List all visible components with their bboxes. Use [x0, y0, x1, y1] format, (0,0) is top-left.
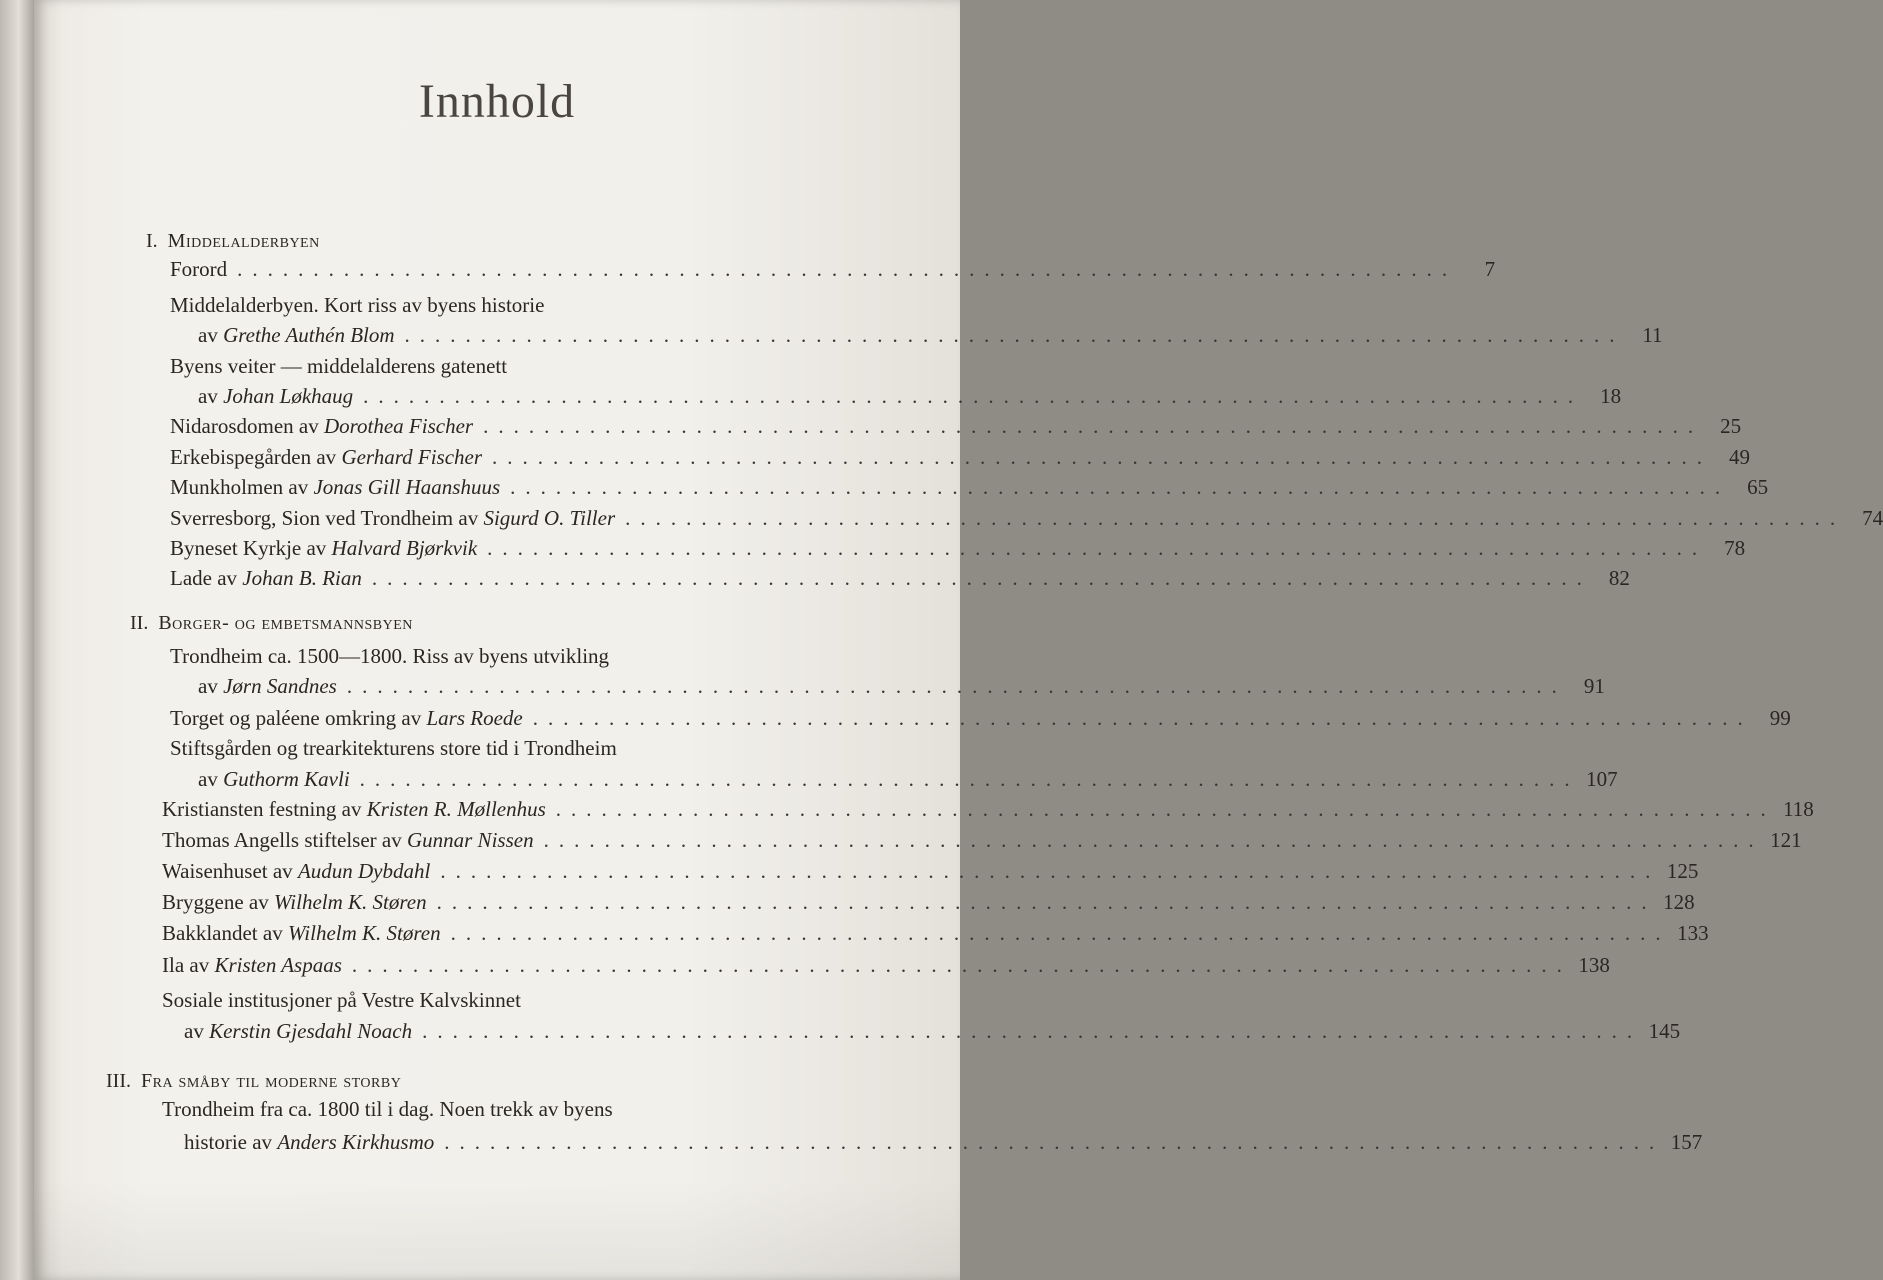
- entry-title: [170, 254, 227, 284]
- entry-author: Guthorm Kavli: [223, 767, 350, 791]
- dot-leader: ................................................................................: [625, 506, 1846, 530]
- toc-entry: [170, 411, 1742, 441]
- page-number: 133: [1677, 921, 1709, 945]
- entry-author: Lars Roede: [426, 706, 523, 730]
- toc-entry: [170, 533, 1746, 563]
- section-title: Borger- og embetsmannsbyen: [158, 612, 413, 634]
- entry-title: [170, 442, 482, 472]
- entry-text: Stiftsgården og trearkitekturens store tid i Trondheim: [170, 736, 617, 760]
- entry-text: Middelalderbyen. Kort riss av byens historie: [170, 293, 545, 317]
- entry-author: Kerstin Gjesdahl Noach: [209, 1019, 413, 1043]
- page-number: 18: [1600, 384, 1622, 408]
- toc-entry: [162, 1094, 796, 1124]
- dot-leader: ................................................................................: [444, 1130, 1665, 1154]
- entry-text: av: [198, 323, 224, 347]
- section-heading: [146, 226, 320, 256]
- entry-title: [170, 293, 544, 317]
- dot-leader: ................................................................................: [510, 475, 1731, 499]
- entry-author: Wilhelm K. Støren: [287, 921, 441, 945]
- dot-leader: ................................................................................: [346, 674, 1567, 698]
- section-numeral: II.: [130, 612, 149, 634]
- toc-entry: [170, 563, 1630, 593]
- toc-entry: [170, 290, 796, 320]
- entry-title: [198, 381, 353, 411]
- entry-title: [170, 411, 473, 441]
- page-number: 107: [1586, 767, 1618, 791]
- dot-leader: ................................................................................: [483, 414, 1704, 438]
- entry-text: Munkholmen av: [170, 475, 314, 499]
- dot-leader: ................................................................................: [492, 445, 1713, 469]
- entry-author: Halvard Bjørkvik: [331, 536, 478, 560]
- page-number: 11: [1642, 323, 1663, 347]
- entry-text: Erkebispegården av: [170, 445, 342, 469]
- page-number: 91: [1583, 674, 1605, 698]
- entry-author: Jørn Sandnes: [223, 674, 337, 698]
- toc-entry: [162, 950, 1610, 980]
- toc-entry: [198, 671, 1605, 701]
- section-title: Fra småby til moderne storby: [140, 1070, 402, 1092]
- entry-author: Anders Kirkhusmo: [277, 1130, 435, 1154]
- entry-title: [162, 988, 521, 1012]
- book-spine: [0, 0, 34, 1280]
- page-number: 65: [1747, 475, 1769, 499]
- entry-title: [162, 950, 342, 980]
- entry-text: Thomas Angells stiftelser av: [162, 828, 407, 852]
- toc-entry: [184, 1016, 1681, 1046]
- entry-title: [170, 472, 500, 502]
- entry-title: [162, 856, 430, 886]
- entry-text: Byens veiter — middelalderens gatenett: [170, 354, 508, 378]
- entry-title: [162, 794, 546, 824]
- entry-text: historie av: [184, 1130, 278, 1154]
- entry-text: Sverresborg, Sion ved Trondheim av: [170, 506, 484, 530]
- entry-title: [184, 1016, 412, 1046]
- toc-entry: [162, 985, 796, 1015]
- page-number: 49: [1729, 445, 1751, 469]
- entry-title: [170, 533, 477, 563]
- entry-text: Bryggene av: [162, 890, 274, 914]
- dot-leader: ................................................................................: [487, 536, 1708, 560]
- entry-author: Gerhard Fischer: [341, 445, 483, 469]
- page-number: 82: [1608, 566, 1630, 590]
- entry-title: [170, 703, 523, 733]
- entry-title: [170, 736, 617, 760]
- entry-author: Audun Dybdahl: [297, 859, 431, 883]
- dot-leader: ................................................................................: [532, 706, 1753, 730]
- entry-text: Forord: [170, 257, 228, 281]
- toc-entry: [170, 442, 1751, 472]
- section-numeral: I.: [146, 230, 158, 252]
- toc-entry: [162, 794, 1814, 824]
- toc-entry: [170, 641, 796, 671]
- entry-title: [198, 764, 350, 794]
- entry-text: Kristiansten festning av: [162, 797, 367, 821]
- page-number: 125: [1666, 859, 1699, 883]
- dot-leader: ................................................................................: [440, 859, 1661, 883]
- dot-leader: ................................................................................: [371, 566, 1592, 590]
- entry-text: Ila av: [162, 953, 215, 977]
- entry-author: Kristen Aspaas: [214, 953, 342, 977]
- entry-title: [162, 887, 427, 917]
- dot-leader: ................................................................................: [351, 953, 1572, 977]
- entry-title: [170, 644, 609, 668]
- entry-title: [198, 320, 395, 350]
- dot-leader: ................................................................................: [359, 767, 1580, 791]
- entry-text: Bakklandet av: [162, 921, 288, 945]
- entry-text: Nidarosdomen av: [170, 414, 324, 438]
- page-number: 99: [1769, 706, 1791, 730]
- entry-text: Trondheim fra ca. 1800 til i dag. Noen trekk av byens: [162, 1097, 613, 1121]
- toc-entry: [198, 764, 1618, 794]
- entry-text: av: [198, 384, 224, 408]
- entry-author: Gunnar Nissen: [406, 828, 534, 852]
- entry-title: [170, 563, 362, 593]
- page-number: 78: [1724, 536, 1746, 560]
- toc-entry: [198, 320, 1663, 350]
- entry-text: Waisenhuset av: [162, 859, 298, 883]
- entry-text: Sosiale institusjoner på Vestre Kalvskinnet: [162, 988, 521, 1012]
- toc-entry: [162, 887, 1695, 917]
- page-number: 121: [1770, 828, 1802, 852]
- book-page: [34, 0, 1883, 1280]
- toc-entry: [162, 825, 1802, 855]
- page-number: 118: [1783, 797, 1814, 821]
- page-number: 157: [1670, 1130, 1703, 1154]
- section-title: Middelalderbyen: [167, 230, 320, 252]
- toc-entry: [170, 703, 1791, 733]
- entry-author: Wilhelm K. Støren: [273, 890, 427, 914]
- entry-author: Dorothea Fischer: [323, 414, 474, 438]
- toc-entry: [170, 733, 796, 763]
- toc-entry: [170, 351, 796, 381]
- dot-leader: ................................................................................: [363, 384, 1584, 408]
- toc-entry: [198, 381, 1622, 411]
- section-numeral: III.: [106, 1070, 131, 1092]
- page-number: 7: [1484, 257, 1496, 281]
- page-number: 145: [1648, 1019, 1681, 1043]
- entry-text: Byneset Kyrkje av: [170, 536, 332, 560]
- entry-title: [162, 825, 534, 855]
- entry-author: Kristen R. Møllenhus: [366, 797, 546, 821]
- section-heading: [130, 608, 413, 638]
- entry-title: [170, 503, 615, 533]
- dot-leader: ................................................................................: [404, 323, 1625, 347]
- entry-title: [162, 918, 441, 948]
- entry-author: Jonas Gill Haanshuus: [313, 475, 501, 499]
- entry-text: Trondheim ca. 1500—1800. Riss av byens utvikling: [170, 644, 610, 668]
- section-heading: [106, 1066, 401, 1096]
- dot-leader: ................................................................................: [555, 797, 1776, 821]
- page-title: Innhold: [418, 75, 576, 128]
- page-number: 138: [1578, 953, 1610, 977]
- entry-text: Torget og paléene omkring av: [170, 706, 427, 730]
- entry-title: [198, 671, 337, 701]
- entry-title: [170, 354, 507, 378]
- entry-text: av: [198, 767, 224, 791]
- page-number: 128: [1663, 890, 1695, 914]
- dot-leader: ................................................................................: [543, 828, 1764, 852]
- toc-entry: [170, 503, 1883, 533]
- entry-text: Lade av: [170, 566, 243, 590]
- toc-entry: [184, 1127, 1703, 1157]
- entry-title: [162, 1097, 613, 1121]
- toc-entry: [162, 856, 1699, 886]
- page-number: 25: [1720, 414, 1742, 438]
- entry-author: Grethe Authén Blom: [223, 323, 395, 347]
- toc-entry: [162, 918, 1709, 948]
- entry-text: av: [198, 674, 224, 698]
- toc-entry: [170, 472, 1769, 502]
- entry-author: Sigurd O. Tiller: [483, 506, 616, 530]
- toc-entry: [170, 254, 1496, 284]
- page-number: 74: [1862, 506, 1883, 530]
- dot-leader: ................................................................................: [422, 1019, 1643, 1043]
- entry-title: [184, 1127, 434, 1157]
- dot-leader: ................................................................................: [436, 890, 1657, 914]
- entry-author: Johan B. Rian: [242, 566, 362, 590]
- entry-author: Johan Løkhaug: [223, 384, 354, 408]
- dot-leader: ................................................................................: [237, 257, 1458, 281]
- table-of-contents: [34, 0, 1883, 1280]
- entry-text: av: [184, 1019, 210, 1043]
- dot-leader: ................................................................................: [450, 921, 1671, 945]
